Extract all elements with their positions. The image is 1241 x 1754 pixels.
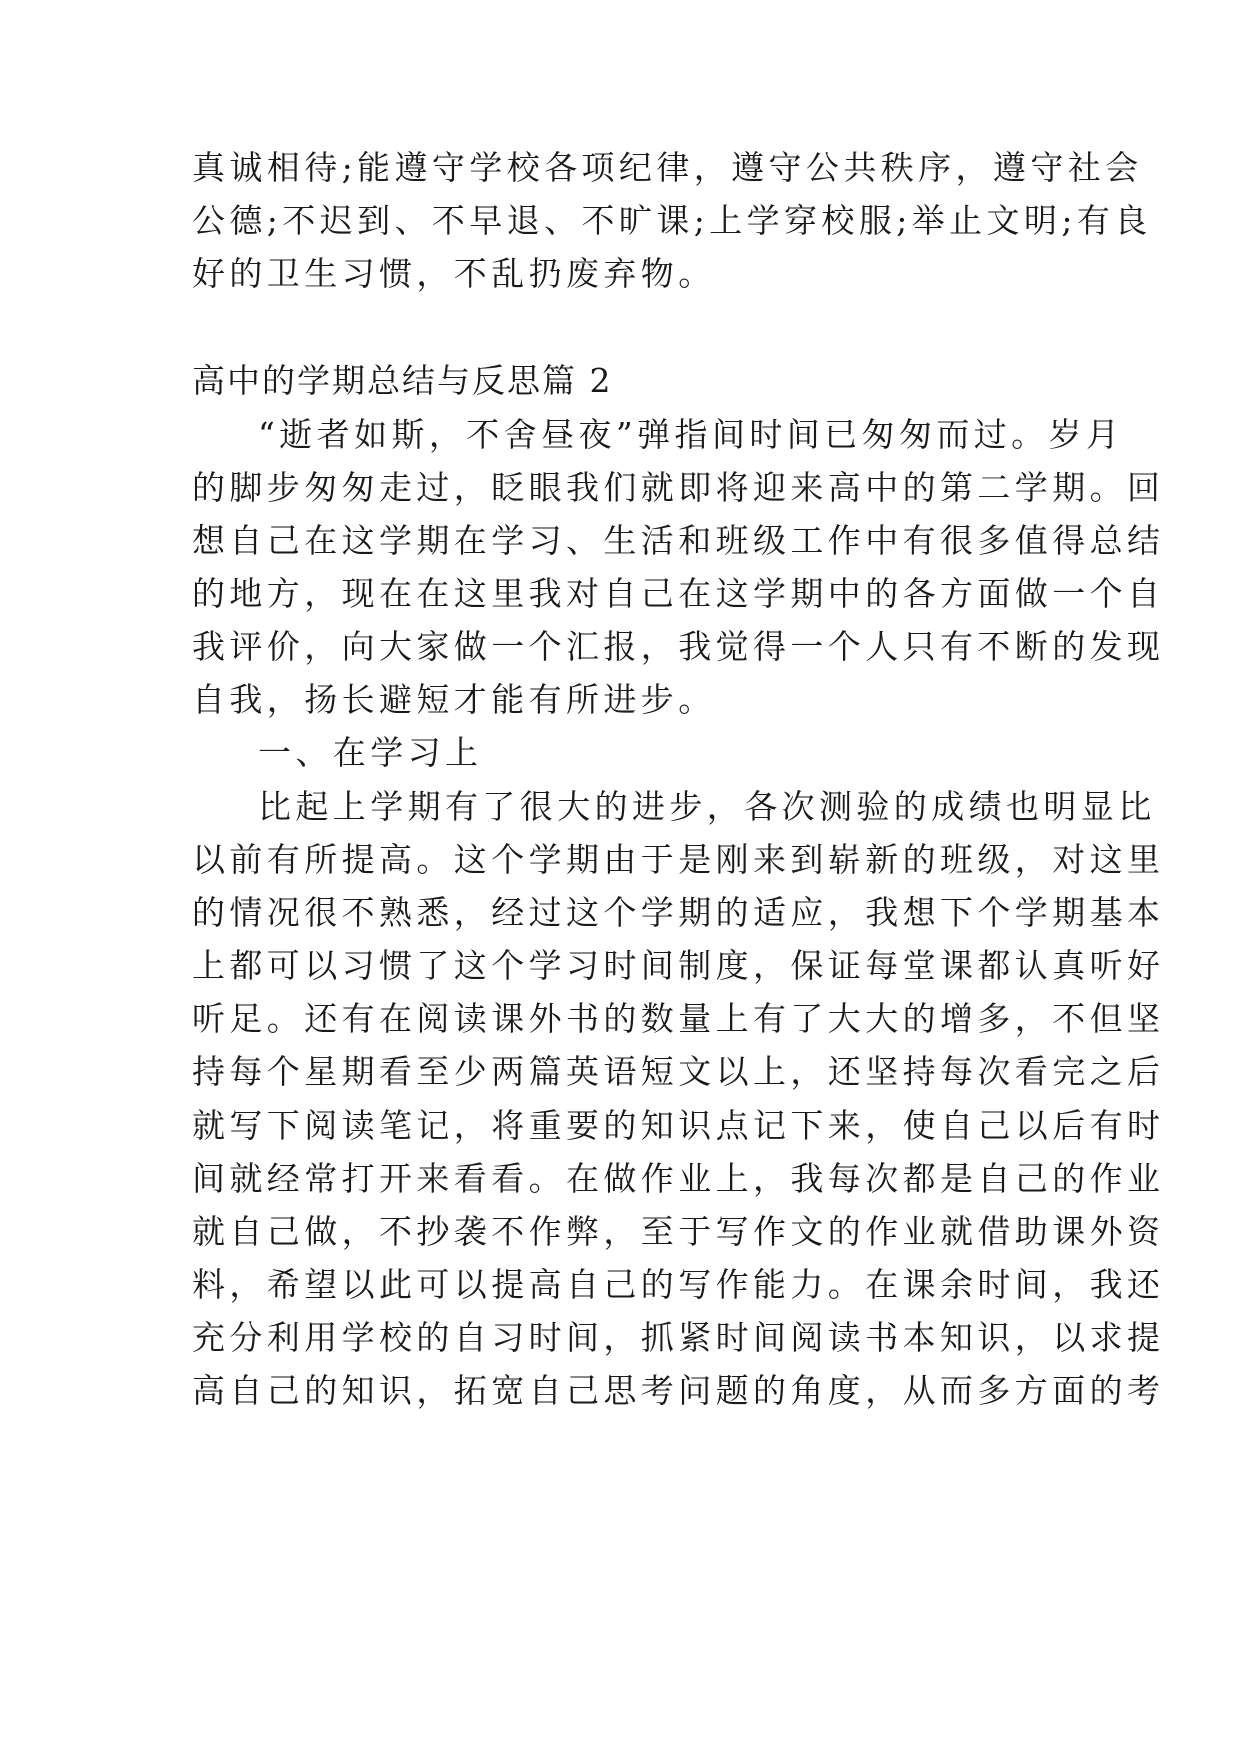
paragraph-line: 我评价，向大家做一个汇报，我觉得一个人只有不断的发现 <box>192 627 1165 666</box>
paragraph-line: 持每个星期看至少两篇英语短文以上，还坚持每次看完之后 <box>192 1052 1165 1091</box>
paragraph-line: 间就经常打开来看看。在做作业上，我每次都是自己的作业 <box>192 1159 1165 1198</box>
paragraph-line: 的地方，现在在这里我对自己在这学期中的各方面做一个自 <box>192 574 1165 613</box>
section-title: 高中的学期总结与反思篇 2 <box>192 361 613 400</box>
paragraph-line: 上都可以习惯了这个学习时间制度，保证每堂课都认真听好 <box>192 946 1165 985</box>
paragraph-line: 高自己的知识，拓宽自己思考问题的角度，从而多方面的考 <box>192 1371 1165 1410</box>
paragraph-line: 好的卫生习惯，不乱扔废弃物。 <box>192 254 716 293</box>
paragraph-line: 听足。还有在阅读课外书的数量上有了大大的增多，不但坚 <box>192 999 1165 1038</box>
paragraph-line: 自我，扬长避短才能有所进步。 <box>192 680 716 719</box>
paragraph-line: 真诚相待;能遵守学校各项纪律，遵守公共秩序，遵守社会 <box>192 148 1143 187</box>
paragraph-line: 料，希望以此可以提高自己的写作能力。在课余时间，我还 <box>192 1265 1165 1304</box>
paragraph-line: 的情况很不熟悉，经过这个学期的适应，我想下个学期基本 <box>192 893 1165 932</box>
paragraph-line: 以前有所提高。这个学期由于是刚来到崭新的班级，对这里 <box>192 840 1165 879</box>
paragraph-line: 公德;不迟到、不早退、不旷课;上学穿校服;举止文明;有良 <box>192 201 1152 240</box>
subsection-heading: 一、在学习上 <box>258 733 483 772</box>
paragraph-line: 想自己在这学期在学习、生活和班级工作中有很多值得总结 <box>192 521 1165 560</box>
paragraph-line: 就写下阅读笔记，将重要的知识点记下来，使自己以后有时 <box>192 1106 1165 1145</box>
paragraph-line: 充分利用学校的自习时间，抓紧时间阅读书本知识，以求提 <box>192 1318 1165 1357</box>
paragraph-line: 比起上学期有了很大的进步，各次测验的成绩也明显比 <box>258 787 1156 826</box>
paragraph-line: 的脚步匆匆走过，眨眼我们就即将迎来高中的第二学期。回 <box>192 468 1165 507</box>
paragraph-line: “逝者如斯，不舍昼夜”弹指间时间已匆匆而过。岁月 <box>258 415 1124 454</box>
paragraph-line: 就自己做，不抄袭不作弊，至于写作文的作业就借助课外资 <box>192 1212 1165 1251</box>
